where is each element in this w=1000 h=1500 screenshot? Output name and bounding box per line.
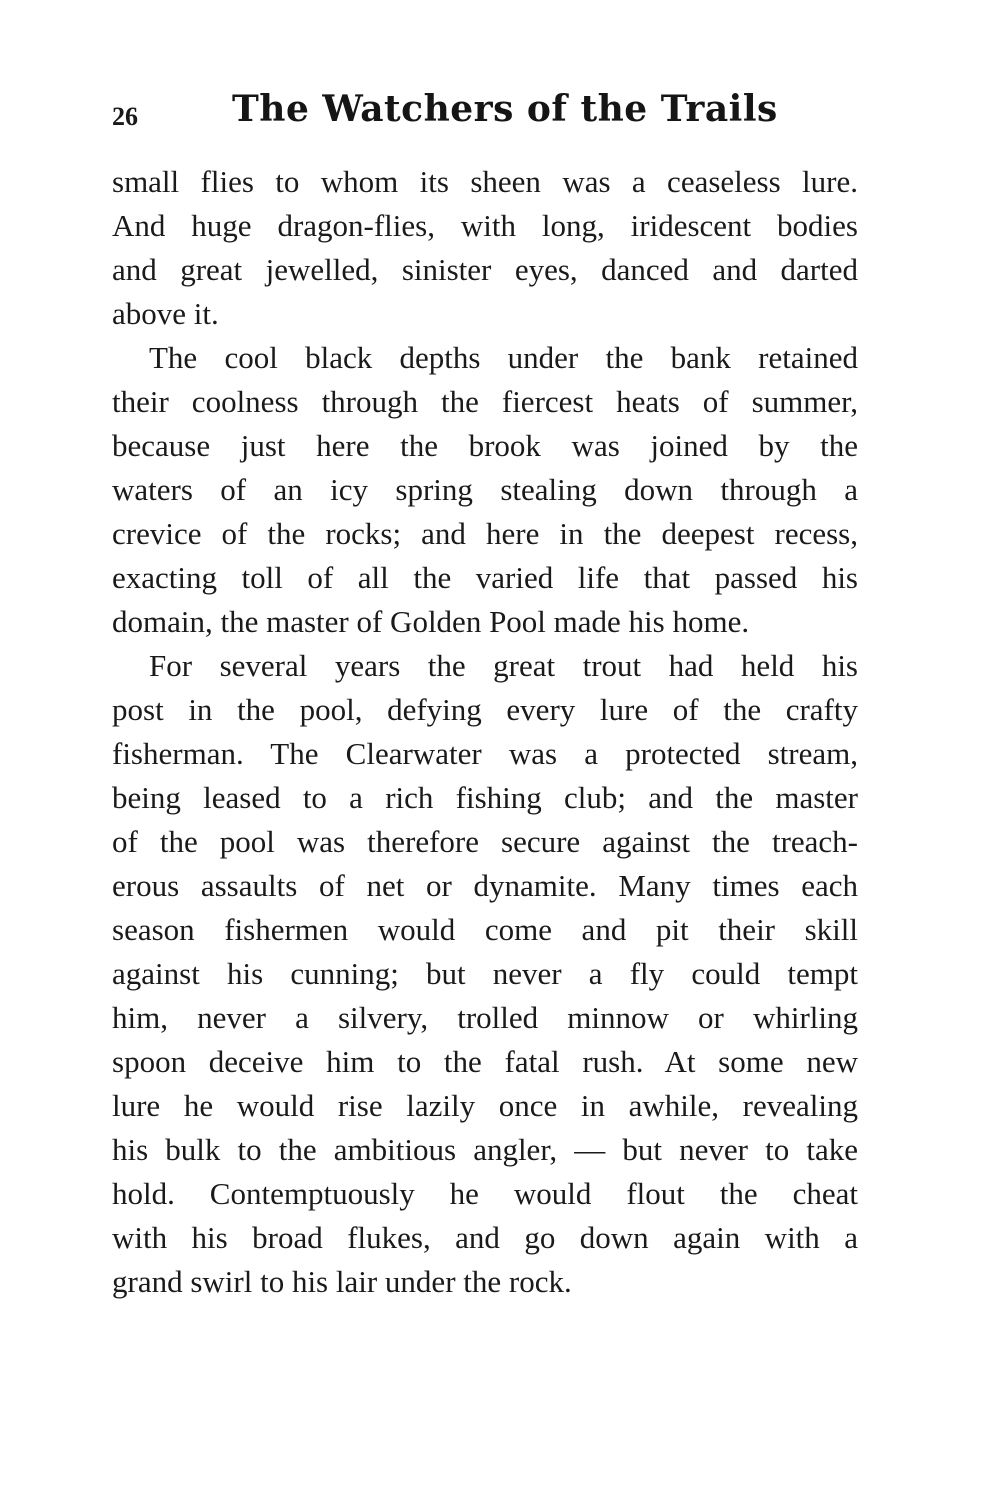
paragraph-1 [112,160,858,336]
text-line: For several years the great trout had held his [149,648,858,683]
page-number: 26 [112,102,138,131]
running-title: The Watchers of the Trails [232,88,778,130]
text-line: small flies to whom its sheen was a ceaseless lure. [112,164,858,199]
text-line: their coolness through the fiercest heats of summer, [112,384,858,419]
text-line: season fishermen would come and pit their skill [112,912,858,947]
text-line: lure he would rise lazily once in awhile, revealing [112,1088,858,1123]
text-line: waters of an icy spring stealing down through a [112,472,858,507]
text-line: And huge dragon-flies, with long, iridescent bodies [112,208,858,243]
text-line: grand swirl to his lair under the rock. [112,1264,572,1299]
text-line: him, never a silvery, trolled minnow or whirling [112,1000,858,1035]
text-line: domain, the master of Golden Pool made his home. [112,604,750,639]
text-line: of the pool was therefore secure against the treach- [112,824,858,859]
text-line: and great jewelled, sinister eyes, danced and darted [112,252,858,287]
text-line: with his broad flukes, and go down again with a [112,1220,858,1255]
text-line: above it. [112,296,219,331]
text-line: hold. Contemptuously he would flout the cheat [112,1176,858,1211]
text-line: erous assaults of net or dynamite. Many times each [112,868,858,903]
body-text [112,160,858,1304]
text-line: The cool black depths under the bank retained [149,340,858,375]
text-line: fisherman. The Clearwater was a protected stream, [112,736,858,771]
page-header [112,88,862,144]
text-line: post in the pool, defying every lure of the crafty [112,692,858,727]
text-line: because just here the brook was joined by the [112,428,858,463]
text-line: crevice of the rocks; and here in the deepest recess, [112,516,858,551]
text-line: his bulk to the ambitious angler, — but never to take [112,1132,858,1167]
paragraph-3 [112,644,858,1304]
text-line: spoon deceive him to the fatal rush. At some new [112,1044,858,1079]
paragraph-2 [112,336,858,644]
text-line: against his cunning; but never a fly could tempt [112,956,858,991]
text-line: exacting toll of all the varied life that passed his [112,560,858,595]
text-line: being leased to a rich fishing club; and the master [112,780,858,815]
